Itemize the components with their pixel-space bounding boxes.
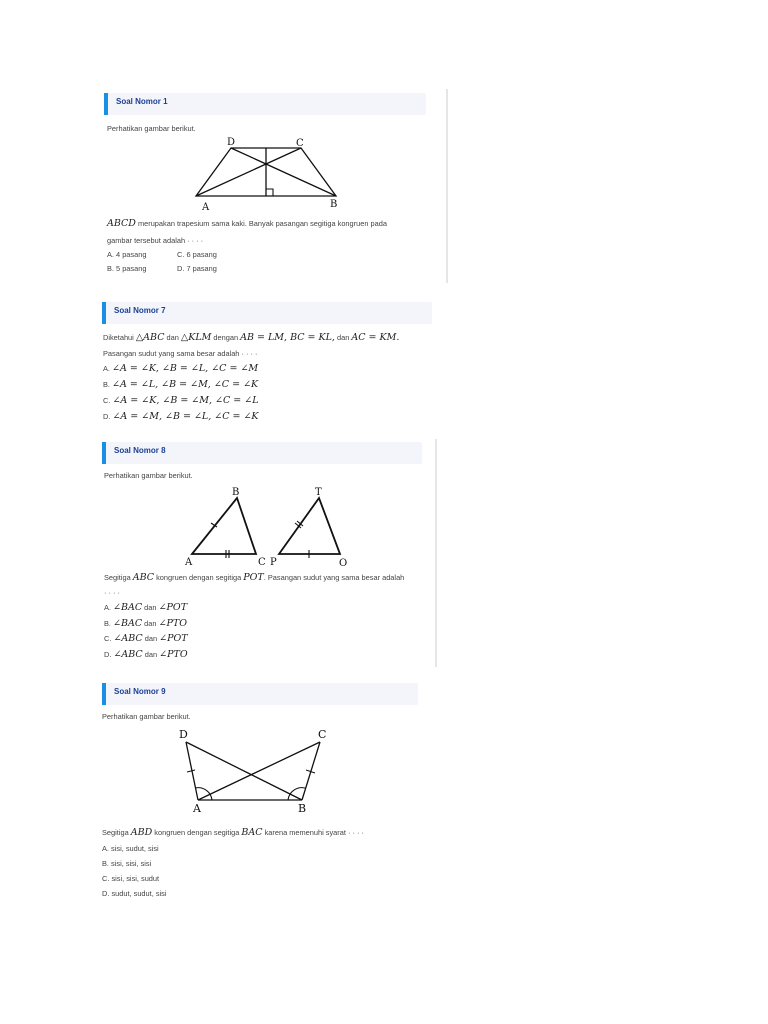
side-ac (198, 742, 320, 800)
label-a: A (185, 557, 193, 568)
math-equalities: AB = LM, BC = KL, (240, 332, 335, 343)
triangle-abc (192, 498, 256, 554)
math-abcd: ABCD (107, 218, 136, 229)
stem-part: dengan (211, 333, 241, 342)
label-t: T (315, 487, 322, 498)
option-b[interactable]: B. sisi, sisi, sisi (102, 859, 152, 868)
option-math: ∠PTO (159, 649, 188, 660)
option-text: dan (142, 650, 160, 659)
side-db (186, 742, 302, 800)
option-key: D. (103, 412, 113, 421)
option-math: ∠A = ∠M, ∠B = ∠L, ∠C = ∠K (112, 411, 259, 422)
option-c[interactable]: C. 6 pasang (177, 250, 217, 259)
option-key: B. (103, 380, 113, 389)
question-8-intro: Perhatikan gambar berikut. (104, 471, 193, 480)
option-key: A. (104, 603, 114, 612)
stem-part: Segitiga (104, 573, 133, 582)
option-math: ∠ABC (113, 633, 143, 644)
question-7-stem (103, 332, 399, 343)
question-9-intro: Perhatikan gambar berikut. (102, 712, 191, 721)
stem-part: Diketahui (103, 333, 136, 342)
question-1-intro: Perhatikan gambar berikut. (107, 124, 196, 133)
stem-part: dan (334, 333, 352, 342)
right-angle-mark (266, 189, 273, 196)
diagonal-bd (231, 148, 336, 196)
question-9-stem (102, 827, 364, 838)
two-triangles-figure (184, 486, 364, 572)
question-8-stem (104, 572, 404, 583)
option-c[interactable]: C. sisi, sisi, sudut (102, 874, 160, 883)
option-d[interactable] (104, 649, 188, 660)
label-a: A (202, 202, 210, 213)
option-a[interactable]: A. 4 pasang (107, 250, 147, 259)
option-math: ∠POT (159, 633, 188, 644)
question-1-card (96, 88, 446, 284)
label-o: O (339, 558, 348, 569)
label-b: B (232, 487, 240, 498)
option-math: ∠BAC (113, 618, 143, 629)
stem-text: merupakan trapesium sama kaki. Banyak pasangan segitiga kongruen pada (135, 219, 387, 228)
math-abd: ABD (130, 827, 153, 838)
side-bc (302, 742, 320, 800)
option-key: A. (103, 364, 113, 373)
question-9-title: Soal Nomor 9 (114, 687, 166, 696)
header-accent-bar (102, 442, 106, 464)
option-text: dan (142, 634, 160, 643)
math-bac: BAC (241, 827, 263, 838)
question-7-card (96, 298, 452, 430)
label-d: D (227, 137, 236, 148)
tick-ad (187, 770, 195, 772)
math-abc: ABC (132, 572, 155, 583)
option-d[interactable]: D. sudut, sudut, sisi (102, 889, 167, 898)
label-c: C (296, 138, 304, 149)
option-a[interactable]: A. sisi, sudut, sisi (102, 844, 159, 853)
stem-part: kongruen dengan segitiga (154, 573, 244, 582)
math-triangle-klm: △KLM (180, 332, 212, 343)
math-triangle-abc: △ABC (135, 332, 165, 343)
option-key: C. (103, 396, 113, 405)
question-7-title: Soal Nomor 7 (114, 306, 166, 315)
option-a[interactable] (103, 363, 258, 374)
option-key: C. (104, 634, 114, 643)
stem-part: dan (164, 333, 181, 342)
option-math: ∠PTO (158, 618, 188, 629)
label-c: C (258, 557, 266, 568)
question-7-header (102, 302, 432, 324)
question-8-card (96, 438, 435, 668)
option-d[interactable]: D. 7 pasang (177, 264, 217, 273)
option-d[interactable] (103, 411, 259, 422)
stem-part: Segitiga (102, 828, 131, 837)
math-equality: AC = KM. (351, 332, 400, 343)
label-b: B (298, 802, 307, 815)
header-accent-bar (104, 93, 108, 115)
question-8-title: Soal Nomor 8 (114, 446, 166, 455)
stem-part: karena memenuhi syarat · · · · (262, 828, 364, 837)
option-math: ∠A = ∠L, ∠B = ∠M, ∠C = ∠K (112, 379, 259, 390)
option-math: ∠ABC (113, 649, 143, 660)
option-b[interactable] (104, 618, 187, 629)
option-math: ∠BAC (113, 602, 143, 613)
option-text: dan (142, 603, 159, 612)
question-1-stem-line2: gambar tersebut adalah · · · · (107, 236, 204, 245)
question-7-stem-line2: Pasangan sudut yang sama besar adalah · · · · (103, 349, 258, 358)
option-c[interactable] (104, 633, 188, 644)
label-d: D (179, 728, 188, 741)
question-1-header (104, 93, 426, 115)
option-c[interactable] (103, 395, 259, 406)
option-b[interactable] (103, 379, 258, 390)
trapezoid-figure (186, 134, 386, 214)
stem-part: kongruen dengan segitiga (152, 828, 242, 837)
option-math: ∠A = ∠K, ∠B = ∠L, ∠C = ∠M (112, 363, 259, 374)
question-9-card (96, 678, 426, 906)
option-b[interactable]: B. 5 pasang (107, 264, 147, 273)
label-b: B (330, 199, 338, 210)
question-1-stem (107, 218, 387, 229)
header-accent-bar (102, 302, 106, 324)
stem-part: . Pasangan sudut yang sama besar adalah (263, 573, 405, 582)
option-a[interactable] (104, 602, 187, 613)
label-p: P (270, 557, 277, 568)
triangle-pot (279, 498, 340, 554)
option-text: dan (142, 619, 159, 628)
option-math: ∠A = ∠K, ∠B = ∠M, ∠C = ∠L (112, 395, 259, 406)
question-9-header (102, 683, 418, 705)
option-key: D. (104, 650, 114, 659)
label-a: A (193, 802, 201, 815)
diagonal-ac (196, 148, 301, 196)
option-key: B. (104, 619, 114, 628)
label-c: C (318, 728, 327, 741)
option-math: ∠POT (158, 602, 188, 613)
question-8-header (102, 442, 422, 464)
question-1-title: Soal Nomor 1 (116, 97, 168, 106)
crossed-triangles-figure (172, 726, 342, 816)
header-accent-bar (102, 683, 106, 705)
math-pot: POT (243, 572, 264, 583)
question-8-stem-line2: · · · · (104, 588, 121, 597)
